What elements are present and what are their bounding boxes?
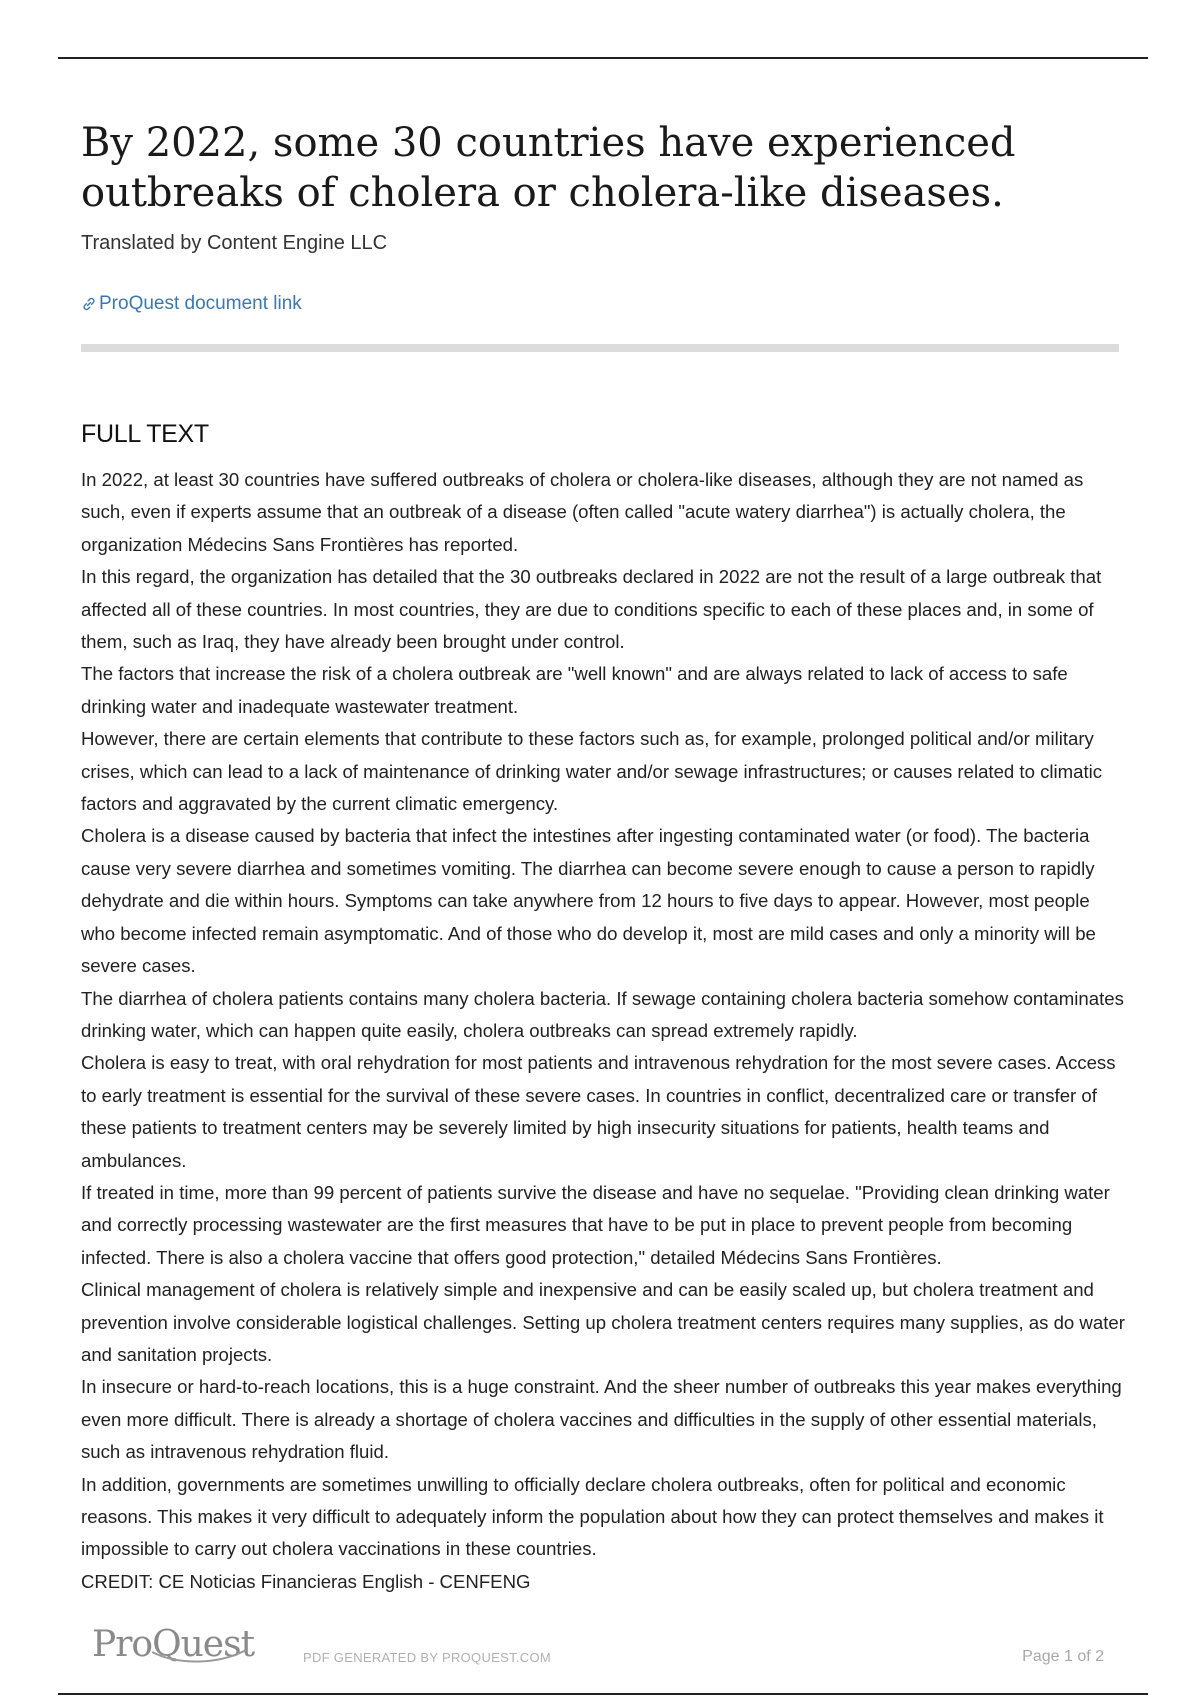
document-title: By 2022, some 30 countries have experienced outbreaks of cholera or cholera-like diseases. <box>81 120 1016 216</box>
paragraph: In addition, governments are sometimes unwilling to officially declare cholera outbreaks, often for political and economic reasons. This makes it very difficult to adequately inform the population about how they can protect themselves and makes it impossible to carry out cholera vaccinations in these countries. <box>81 1473 1104 1560</box>
page-footer <box>0 1620 1200 1680</box>
page-number: Page 1 of 2 <box>1022 1648 1104 1665</box>
link-label: ProQuest document link <box>99 293 302 314</box>
paragraph: The diarrhea of cholera patients contains many cholera bacteria. If sewage containing cholera bacteria somehow contaminates drinking water, which can happen quite easily, cholera outbreaks can spread extremely rapidly. <box>81 987 1124 1041</box>
paragraph: Cholera is a disease caused by bacteria that infect the intestines after ingesting contaminated water (or food). The bacteria cause very severe diarrhea and sometimes vomiting. The diarrhea can become severe enough to cause a person to rapidly dehydrate and die within hours. Symptoms can take anywhere from 12 hours to five days to appear. However, most people who become infected remain asymptomatic. And of those who do develop it, most are mild cases and only a minority will be severe cases. <box>81 825 1096 977</box>
paragraph: However, there are certain elements that contribute to these factors such as, for example, prolonged political and/or military crises, which can lead to a lack of maintenance of drinking water and/or sewage infrastructures; or causes related to climatic factors and aggravated by the current climatic emergency. <box>81 728 1103 815</box>
article-body <box>81 464 1126 1598</box>
full-text-heading: FULL TEXT <box>81 420 209 448</box>
bottom-rule <box>58 1693 1148 1695</box>
generated-by-label: PDF GENERATED BY PROQUEST.COM <box>303 1650 552 1665</box>
translator-credit: Translated by Content Engine LLC <box>81 232 388 254</box>
paragraph: Clinical management of cholera is relatively simple and inexpensive and can be easily scaled up, but cholera treatment and prevention involve considerable logistical challenges. Setting up cholera treatment centers requires many supplies, as do water and sanitation projects. <box>81 1279 1125 1365</box>
proquest-logo-swoosh-icon <box>150 1646 250 1666</box>
paragraph: In this regard, the organization has detailed that the 30 outbreaks declared in 2022 are not the result of a large outbreak that affected all of these countries. In most countries, they are due to conditions specific to each of these places and, in some of them, such as Iraq, they have already been brought under control. <box>81 566 1102 653</box>
paragraph: If treated in time, more than 99 percent of patients survive the disease and have no sequelae. "Providing clean drinking water and correctly processing wastewater are the first measures that have to be put in place to prevent people from becoming infected. There is also a cholera vaccine that offers good protection," detailed Médecins Sans Frontières. <box>81 1181 1110 1268</box>
paragraph: Cholera is easy to treat, with oral rehydration for most patients and intravenous rehydration for the most severe cases. Access to early treatment is essential for the survival of these severe cases. In countries in conflict, decentralized care or transfer of these patients to treatment centers may be severely limited by high insecurity situations for patients, health teams and ambulances. <box>81 1052 1116 1171</box>
top-rule <box>58 57 1148 59</box>
link-icon <box>81 296 97 312</box>
proquest-logo: ProQuest <box>92 1624 255 1665</box>
paragraph: The factors that increase the risk of a cholera outbreak are "well known" and are always related to lack of access to safe drinking water and inadequate wastewater treatment. <box>81 663 1068 717</box>
credit-line: CREDIT: CE Noticias Financieras English - CENFENG <box>81 1570 531 1592</box>
paragraph: In 2022, at least 30 countries have suffered outbreaks of cholera or cholera-like diseases, although they are not named as such, even if experts assume that an outbreak of a disease (often called "acute watery diarrhea") is actually cholera, the organization Médecins Sans Frontières has reported. <box>81 469 1084 555</box>
header-divider <box>81 344 1119 352</box>
paragraph: In insecure or hard-to-reach locations, this is a huge constraint. And the sheer number of outbreaks this year makes everything even more difficult. There is already a shortage of cholera vaccines and difficulties in the supply of other essential materials, such as intravenous rehydration fluid. <box>81 1376 1122 1463</box>
proquest-document-link[interactable] <box>81 293 302 315</box>
